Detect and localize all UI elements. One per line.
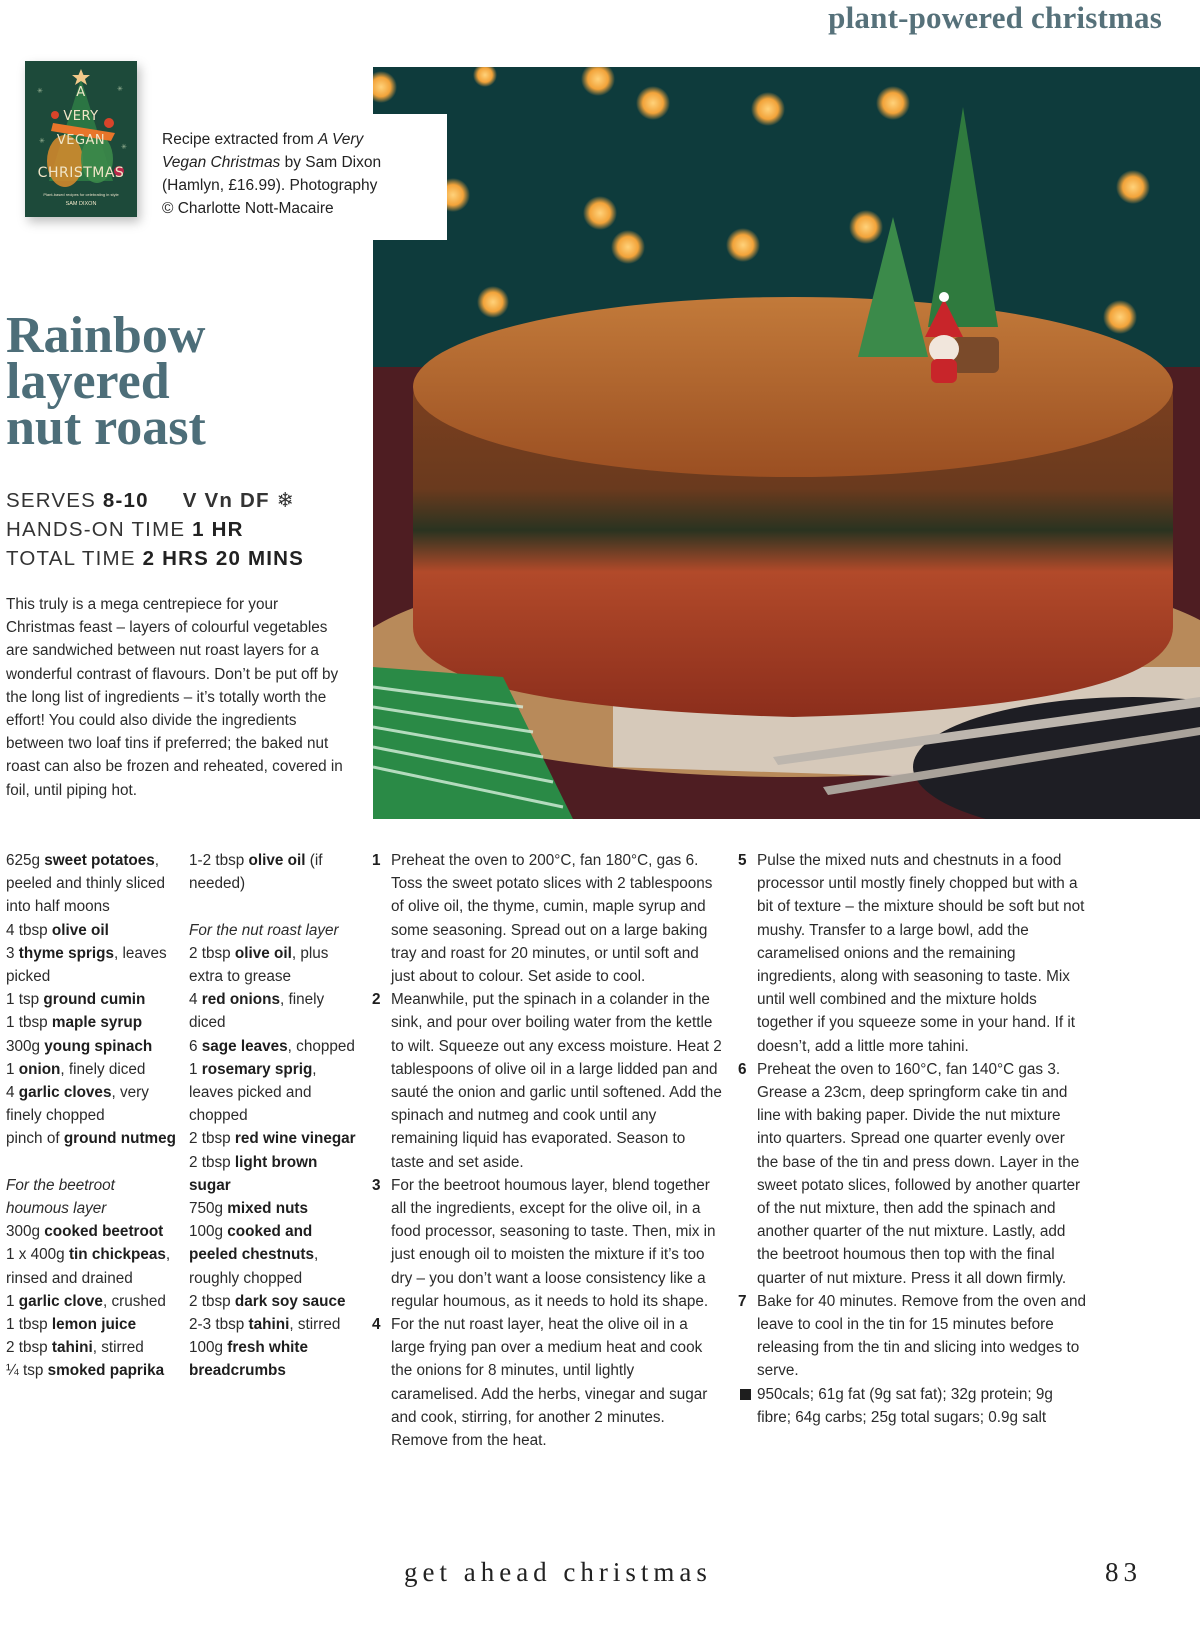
ingredient-quantity: 300g [6, 1037, 45, 1055]
book-title-line: VERY [63, 109, 99, 124]
ingredient-item [189, 1197, 359, 1220]
step-text: Meanwhile, put the spinach in a colander in the sink, and pour over boiling water from the kettle to wilt. Squeeze out any excess moisture. Heat 2 tablespoons of olive oil in a large lidded pan and sauté the onion and garlic until softened. Add the spinach and nutmeg and cook until any remaining liquid has evaporated. Season to taste and set aside. [391, 991, 722, 1171]
method-step [372, 1174, 722, 1313]
ingredient-quantity: 2 tbsp [6, 1339, 52, 1357]
step-number: 7 [738, 1292, 747, 1310]
book-author: SAM DIXON [65, 201, 97, 207]
ingredient-quantity: 2 tbsp [189, 1153, 235, 1171]
ingredient-note: , stirred [289, 1316, 341, 1334]
step-number: 3 [372, 1176, 381, 1194]
ingredient-name: onion [18, 1060, 61, 1078]
book-title-line: CHRISTMAS [37, 165, 125, 181]
title-line: layered [6, 353, 170, 410]
ingredient-item [6, 849, 176, 919]
svg-text:✳: ✳ [121, 144, 127, 151]
title-line: nut roast [6, 399, 206, 456]
hands-on-value: 1 HR [192, 518, 244, 541]
ingredient-item [6, 1127, 176, 1150]
ingredient-note: , chopped [287, 1037, 355, 1055]
ingredient-quantity: 4 [189, 991, 202, 1009]
hands-on-row [6, 515, 356, 544]
ingredient-name: smoked paprika [47, 1362, 165, 1380]
ingredients-column-2 [189, 849, 359, 1383]
ingredient-quantity: 2-3 tbsp [189, 1316, 249, 1334]
ingredient-item [6, 919, 176, 942]
ingredient-note: , leaves picked and chopped [189, 1060, 317, 1125]
svg-text:✳: ✳ [37, 88, 43, 95]
hands-on-label: HANDS-ON TIME [6, 518, 193, 541]
svg-text:✳: ✳ [117, 86, 123, 93]
ingredient-item [6, 1220, 176, 1243]
ingredient-name: fresh white breadcrumbs [189, 1339, 309, 1380]
ingredient-name: light brown sugar [189, 1153, 318, 1194]
ingredient-note: (if needed) [189, 852, 323, 893]
ingredient-quantity: 3 [6, 944, 19, 962]
ingredient-quantity: 6 [189, 1037, 202, 1055]
ingredient-quantity: 1 x 400g [6, 1246, 69, 1264]
recipe-credit [162, 128, 442, 220]
method-step [738, 849, 1088, 1058]
ingredient-name: lemon juice [51, 1316, 137, 1334]
ingredient-quantity: 750g [189, 1200, 228, 1218]
ingredient-item [189, 1313, 359, 1336]
ingredient-quantity: 1 tbsp [6, 1316, 52, 1334]
ingredient-quantity: 100g [189, 1339, 228, 1357]
method-column-2 [738, 849, 1088, 1429]
ingredient-item [189, 942, 359, 988]
ingredient-item [6, 1290, 176, 1313]
credit-book-title: A Very [317, 131, 364, 148]
serves-row [6, 486, 356, 515]
method-step [738, 1058, 1088, 1290]
total-time-label: TOTAL TIME [6, 547, 143, 570]
ingredient-note: , finely diced [189, 991, 325, 1032]
ingredient-name: red wine vinegar [234, 1130, 356, 1148]
ingredient-quantity: 1 [189, 1060, 202, 1078]
ingredient-note: , plus extra to grease [189, 944, 329, 985]
ingredient-name: garlic clove [18, 1292, 103, 1310]
nut-roast-photo [373, 67, 1200, 819]
ingredient-name: olive oil [248, 852, 306, 869]
total-time-row [6, 544, 356, 573]
ingredient-quantity: pinch of [6, 1130, 64, 1148]
ingredient-note: , leaves picked [6, 944, 167, 986]
ingredient-item [189, 1290, 359, 1313]
ingredient-quantity: 4 tbsp [6, 921, 52, 939]
ingredient-item [189, 849, 359, 895]
ingredient-note: , very finely chopped [6, 1084, 149, 1125]
ingredient-name: tahini [248, 1316, 290, 1334]
step-text: Pulse the mixed nuts and chestnuts in a food processor until mostly finely chopped but with a bit of texture – the mixture should be soft but not mushy. Transfer to a large bowl, add the caramelised onions and the remaining ingredients, along with seasoning to taste. Mix until well combined and the mixture holds together if you squeeze some in your hand. If it doesn’t, add a little more tahini. [757, 852, 1085, 1055]
ingredient-item [6, 1035, 176, 1058]
ingredient-quantity: ¼ tsp [6, 1362, 48, 1380]
ingredient-quantity: 625g [6, 852, 45, 869]
ingredient-name: tin chickpeas [68, 1246, 166, 1264]
ingredient-item [6, 1359, 176, 1382]
step-number: 5 [738, 852, 747, 869]
ingredient-note: , finely diced [60, 1060, 146, 1078]
book-subtitle: Plant-based recipes for celebrating in style [43, 192, 119, 197]
ingredient-name: thyme sprigs [18, 944, 114, 962]
step-number: 2 [372, 991, 381, 1009]
recipe-title [6, 307, 346, 456]
step-number: 4 [372, 1316, 381, 1334]
title-line: Rainbow [6, 307, 206, 364]
step-text: Preheat the oven to 160°C, fan 140°C gas 3. Grease a 23cm, deep springform cake tin and line with baking paper. Divide the nut mixture into quarters. Spread one quarter evenly over the base of the tin and press down. Layer in the sweet potato slices, followed by another quarter of the nut mixture, then add the spinach and another quarter of the nut mixture. Lastly, add the beetroot houmous then top with the final quarter of nut mixture. Press it all down firmly. [757, 1060, 1081, 1287]
book-title-line: A [76, 85, 86, 100]
ingredient-note: , rinsed and drained [6, 1246, 171, 1287]
method-step [738, 1290, 1088, 1383]
ingredients-column-1 [6, 849, 176, 1383]
photo-illustration [373, 67, 1200, 819]
ingredient-item [6, 988, 176, 1011]
ingredient-quantity: 2 tbsp [189, 944, 235, 962]
credit-book-title: Vegan Christmas [162, 154, 281, 171]
ingredient-quantity: 1 [6, 1060, 19, 1078]
ingredient-item [189, 1127, 359, 1150]
ingredient-item [189, 1220, 359, 1290]
ingredient-quantity: 1-2 tbsp [189, 852, 249, 869]
ingredient-note: , stirred [92, 1339, 144, 1357]
total-time-value: 2 HRS 20 MINS [142, 547, 305, 570]
ingredient-item [6, 1313, 176, 1336]
step-text: For the nut roast layer, heat the olive oil in a large frying pan over a medium heat and cook the onions for 8 minutes, until lightly caramelised. Add the herbs, vinegar and sugar and cook, stirring, for another 2 minutes. Remove from the heat. [391, 1316, 708, 1450]
ingredient-quantity: 1 tsp [6, 991, 44, 1009]
credit-prefix: Recipe extracted from [162, 131, 318, 148]
ingredient-note: , crushed [102, 1292, 166, 1310]
ingredient-item [6, 1011, 176, 1034]
ingredient-name: sage leaves [201, 1037, 288, 1055]
ingredient-quantity: 2 tbsp [189, 1292, 235, 1310]
nutrition-info [738, 1383, 1088, 1429]
page-number: 83 [1105, 1557, 1142, 1587]
ingredient-name: ground cumin [43, 991, 146, 1009]
step-number: 6 [738, 1060, 747, 1078]
ingredient-name: mixed nuts [227, 1200, 309, 1218]
step-number: 1 [372, 852, 381, 869]
nut-roast-heading: For the nut roast layer [189, 921, 339, 939]
ingredient-item [189, 988, 359, 1034]
method-column-1 [372, 849, 722, 1452]
section-header: plant-powered christmas [828, 0, 1162, 35]
ingredient-quantity: 2 tbsp [189, 1130, 235, 1148]
book-title-line: VEGAN [56, 133, 106, 148]
ingredient-item [6, 1336, 176, 1359]
serves-label: SERVES [6, 489, 103, 512]
square-bullet-icon [740, 1389, 751, 1400]
ingredient-name: cooked beetroot [44, 1223, 164, 1241]
ingredient-quantity: 4 [6, 1084, 19, 1102]
recipe-intro: This truly is a mega centrepiece for your Christmas feast – layers of colourful vegetables are sandwiched between nut roast layers for a wonderful contrast of flavours. Don’t be put off by the long list of ingredients – it’s totally worth the effort! You could also divide the ingredients between two loaf tins if preferred; the baked nut roast can also be frozen and reheated, covered in foil, until piping hot. [6, 596, 343, 799]
ingredient-item [189, 1336, 359, 1382]
step-text: Preheat the oven to 200°C, fan 180°C, gas 6. Toss the sweet potato slices with 2 tablespoons of olive oil, the thyme, cumin, maple syrup and some seasoning. Spread out on a large baking tray and roast for 20 minutes, or until soft and just about to colour. Set aside to cool. [391, 852, 713, 986]
ingredient-note: , peeled and thinly sliced into half moons [6, 852, 166, 916]
ingredient-quantity: 300g [6, 1223, 45, 1241]
recipe-meta [6, 486, 356, 573]
ingredient-name: tahini [51, 1339, 93, 1357]
credit-author: by Sam Dixon [280, 154, 382, 171]
ingredient-quantity: 1 [6, 1292, 19, 1310]
step-text: For the beetroot houmous layer, blend together all the ingredients, except for the olive oil, in a food processor, seasoning to taste. Then, mix in just enough oil to moisten the mixture if it’s too dry – you don’t want a loose consistency like a regular houmous, as it needs to hold its shape. [391, 1176, 716, 1310]
credit-photographer: © Charlotte Nott-Macaire [162, 200, 334, 217]
credit-publisher: (Hamlyn, £16.99). Photography [162, 177, 378, 194]
ingredient-name: olive oil [51, 921, 109, 939]
method-step [372, 988, 722, 1174]
ingredient-quantity: 1 tbsp [6, 1014, 52, 1032]
ingredient-item [189, 1151, 359, 1197]
method-step [372, 849, 722, 988]
ingredient-item [189, 1035, 359, 1058]
ingredient-quantity: 100g [189, 1223, 228, 1241]
ingredient-name: garlic cloves [18, 1084, 112, 1102]
ingredient-item [6, 1243, 176, 1289]
ingredient-item [189, 1058, 359, 1128]
ingredient-name: maple syrup [51, 1014, 143, 1032]
ingredient-name: dark soy sauce [234, 1292, 346, 1310]
ingredient-name: young spinach [44, 1037, 153, 1055]
serves-value: 8-10 [102, 489, 149, 512]
ingredient-name: sweet potatoes [44, 852, 155, 869]
method-step [372, 1313, 722, 1452]
ingredient-item [6, 942, 176, 988]
ingredient-name: cooked and peeled chestnuts [189, 1223, 314, 1264]
ingredient-note: , roughly chopped [189, 1246, 319, 1287]
ingredient-name: rosemary sprig [201, 1060, 313, 1078]
nutrition-text: 950cals; 61g fat (9g sat fat); 32g protein; 9g fibre; 64g carbs; 25g total sugars; 0.9g salt [757, 1385, 1053, 1426]
book-cover-image [25, 61, 137, 217]
ingredient-name: red onions [201, 991, 280, 1009]
diet-tags: V Vn DF ❄ [182, 489, 296, 512]
beetroot-heading: For the beetroot houmous layer [6, 1176, 115, 1218]
footer-section-title: get ahead christmas [404, 1557, 712, 1587]
ingredient-item [6, 1081, 176, 1127]
ingredient-name: olive oil [234, 944, 292, 962]
svg-text:✳: ✳ [39, 138, 45, 145]
ingredient-item [6, 1058, 176, 1081]
step-text: Bake for 40 minutes. Remove from the oven and leave to cool in the tin for 15 minutes before releasing from the tin and slicing into wedges to serve. [757, 1292, 1087, 1380]
ingredient-name: ground nutmeg [63, 1130, 176, 1148]
